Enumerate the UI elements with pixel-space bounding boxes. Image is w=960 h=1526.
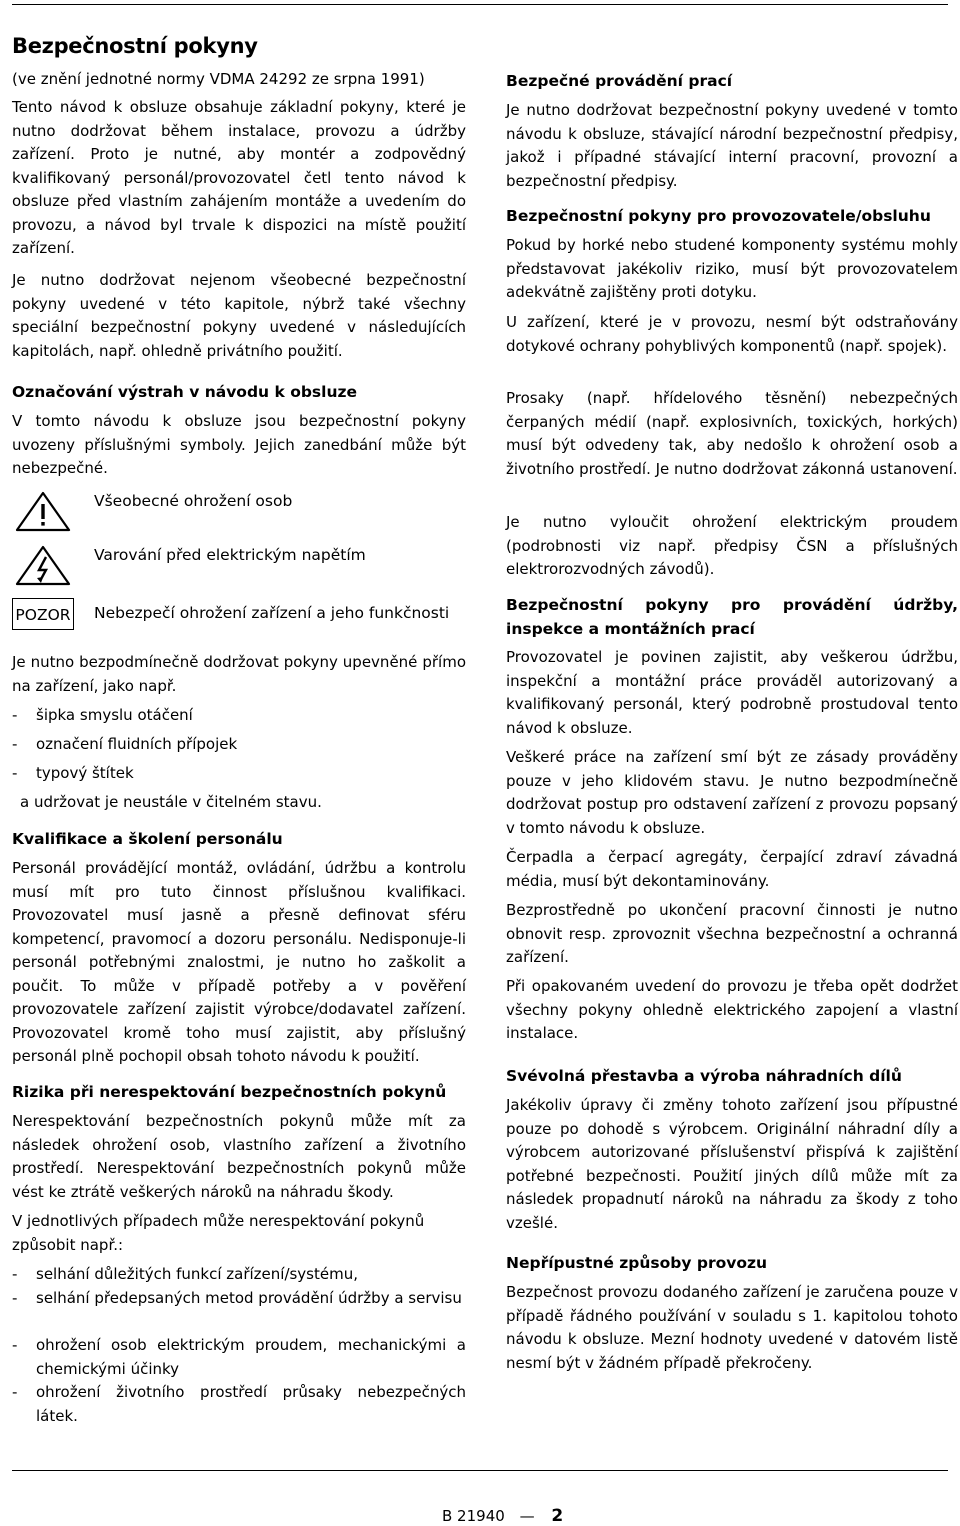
list-item-text: ohrožení životního prostředí průsaky nebezpečných látek. [36, 1383, 466, 1425]
operator-paragraph-1: Pokud by horké nebo studené komponenty systému mohly představovat jakékoliv riziko, musí být provozovatelem adekvátně zajištěny proti dotyku. [506, 236, 958, 301]
maintenance-paragraph-4: Bezprostředně po ukončení pracovní činnosti je nutno obnovit resp. zprovoznit všechna bezpečnostní a ochranná zařízení. [506, 901, 958, 966]
operator-heading: Bezpečnostní pokyny pro provozovatele/obsluhu [506, 207, 931, 225]
marking-heading: Označování výstrah v návodu k obsluze [12, 383, 358, 401]
page-title: Bezpečnostní pokyny [12, 34, 258, 58]
qualification-heading: Kvalifikace a školení personálu [12, 830, 283, 848]
intro-paragraph-2: Je nutno dodržovat nejenom všeobecné bezpečnostní pokyny uvedené v této kapitole, nýbrž také všechny speciální bezpečnostní pokyny uvedené v následujících kapitolách, např. ohledně privátního použití. [12, 271, 466, 360]
maintenance-paragraph-5: Při opakovaném uvedení do provozu je třeba opět dodržet všechny pokyny ohledně elektrického zapojení a vlastní instalace. [506, 977, 958, 1042]
pozor-box: POZOR [12, 598, 74, 630]
list-item-text: ohrožení osob elektrickým proudem, mechanickými a chemickými účinky [36, 1336, 466, 1378]
operator-paragraph-3: Prosaky (např. hřídelového těsnění) nebezpečných čerpaných médií (např. explosivních, toxických, horkých) musí být odvedeny tak, aby nedošlo k ohrožení osob a životního prostředí. Je nutno dodržovat zákonná ustanovení. [506, 389, 958, 478]
electric-hazard-icon [12, 544, 74, 588]
list-item: - ohrožení životního prostředí průsaky nebezpečných látek. [12, 1381, 466, 1428]
document-code: B 21940 [442, 1507, 505, 1525]
improper-use-paragraph: Bezpečnost provozu dodaného zařízení je zaručena pouze v případě řádného používání v souladu s 1. kapitolou tohoto návodu k obsluze. Mezní hodnoty uvedené v datovém listě nesmí být v žádném případě překročeny. [506, 1283, 958, 1372]
footer-separator: — [519, 1507, 535, 1525]
page-number: 2 [551, 1506, 564, 1526]
list-item: - typový štítek [12, 762, 466, 786]
direct-paragraph: Je nutno bezpodmínečně dodržovat pokyny upevněné přímo na zařízení, jako např. [12, 653, 466, 695]
legend-electric-label: Varování před elektrickým napětím [94, 546, 366, 564]
top-rule [12, 4, 948, 5]
risks-paragraph-2: V jednotlivých případech může nerespektování pokynů způsobit např.: [12, 1212, 425, 1254]
operator-paragraph-2: U zařízení, které je v provozu, nesmí být odstraňovány dotykové ochrany pohyblivých komponentů (např. spojek). [506, 313, 958, 355]
maintenance-paragraph-2: Veškeré práce na zařízení smí být ze zásady prováděny pouze v jeho klidovém stavu. Je nutno bezpodmínečně dodržovat postup pro odstavení zařízení z provozu popsaný v tomto návodu k obsluze. [506, 748, 958, 837]
subtitle: (ve znění jednotné normy VDMA 24292 ze srpna 1991) [12, 70, 425, 88]
direct-tail: a udržovat je neustále v čitelném stavu. [20, 793, 322, 811]
qualification-paragraph: Personál provádějící montáž, ovládání, údržbu a kontrolu musí mít pro tuto činnost příslušnou kvalifikaci. Provozovatel musí jasně a přesně definovat sféru kompetencí, pravomocí a dozoru personálu. Nedisponuje-li personál potřebnými znalostmi, je nutno ho zaškolit a poučit. To může v případě potřeby a v pověření provozovatele zařízení zajistit výrobce/dodavatel zařízení. Provozovatel kromě toho musí zajistit, aby příslušný personál plně pochopil obsah tohoto návodu k použití. [12, 859, 466, 1065]
warning-triangle-icon [12, 490, 74, 534]
legend-pozor-label: Nebezpečí ohrožení zařízení a jeho funkčnosti [94, 604, 450, 622]
list-item-text: typový štítek [36, 764, 134, 782]
legend-general [12, 490, 466, 540]
list-item: - ohrožení osob elektrickým proudem, mechanickými a chemickými účinky [12, 1334, 466, 1381]
list-item: - označení fluidních přípojek [12, 733, 466, 757]
list-item-text: šipka smyslu otáčení [36, 706, 193, 724]
improper-use-heading: Nepřípustné způsoby provozu [506, 1254, 768, 1272]
operator-paragraph-4: Je nutno vyloučit ohrožení elektrickým proudem (podrobnosti viz např. předpisy ČSN a příslušných elektrorozvodných závodů). [506, 513, 958, 578]
marking-paragraph: V tomto návodu k obsluze jsou bezpečnostní pokyny uvozeny příslušnými symboly. Jejich zanedbání může být nebezpečné. [12, 412, 466, 477]
maintenance-paragraph-1: Provozovatel je povinen zajistit, aby veškerou údržbu, inspekční a montážní práce prováděl autorizovaný a kvalifikovaný personál, který podrobně prostudoval tento návod k obsluze. [506, 648, 958, 737]
rebuild-paragraph: Jakékoliv úpravy či změny tohoto zařízení jsou přípustné pouze po dohodě s výrobcem. Originální náhradní díly a výrobcem autorizované příslušenství přispívá k zajištění potřebné bezpečnosti. Použití jiných dílů může mít za následek propadnutí nároků na náhradu za škody z toho vzešlé. [506, 1096, 958, 1232]
maintenance-heading: Bezpečnostní pokyny pro provádění údržby, inspekce a montážních prací [506, 596, 958, 638]
list-item: - šipka smyslu otáčení [12, 704, 466, 728]
list-item-text: selhání důležitých funkcí zařízení/systému, [36, 1265, 358, 1283]
safe-work-heading: Bezpečné provádění prací [506, 72, 733, 90]
legend-general-label: Všeobecné ohrožení osob [94, 492, 293, 510]
maintenance-paragraph-3: Čerpadla a čerpací agregáty, čerpající zdraví závadná média, musí být dekontaminovány. [506, 848, 958, 890]
list-item-text: selhání předepsaných metod provádění údržby a servisu [36, 1289, 462, 1307]
legend-electric [12, 544, 466, 594]
list-item-text: označení fluidních přípojek [36, 735, 238, 753]
list-item: - selhání důležitých funkcí zařízení/systému, [12, 1263, 466, 1287]
legend-pozor [12, 598, 466, 648]
list-item: - selhání předepsaných metod provádění údržby a servisu [12, 1287, 466, 1311]
risks-paragraph: Nerespektování bezpečnostních pokynů může mít za následek ohrožení osob, vlastního zařízení a životního prostředí. Nerespektování bezpečnostních pokynů může vést ke ztrátě veškerých nároků na náhradu škody. [12, 1112, 466, 1201]
bottom-rule [12, 1470, 948, 1471]
rebuild-heading: Svévolná přestavba a výroba náhradních dílů [506, 1067, 902, 1085]
risks-heading: Rizika při nerespektování bezpečnostních pokynů [12, 1083, 447, 1101]
page-footer [442, 1506, 563, 1526]
intro-paragraph: Tento návod k obsluze obsahuje základní pokyny, které je nutno dodržovat během instalace, provozu a údržby zařízení. Proto je nutné, aby montér a zodpovědný kvalifikovaný personál/provozovatel četl tento návod k obsluze před vlastním zahájením montáže a uvedením do provozu, a návod byl trvale k dispozici na místě použití zařízení. [12, 98, 466, 257]
safe-work-paragraph: Je nutno dodržovat bezpečnostní pokyny uvedené v tomto návodu k obsluze, stávající národní bezpečnostní předpisy, jakož i případné stávající interní pracovní, provozní a bezpečnostní předpisy. [506, 101, 958, 190]
